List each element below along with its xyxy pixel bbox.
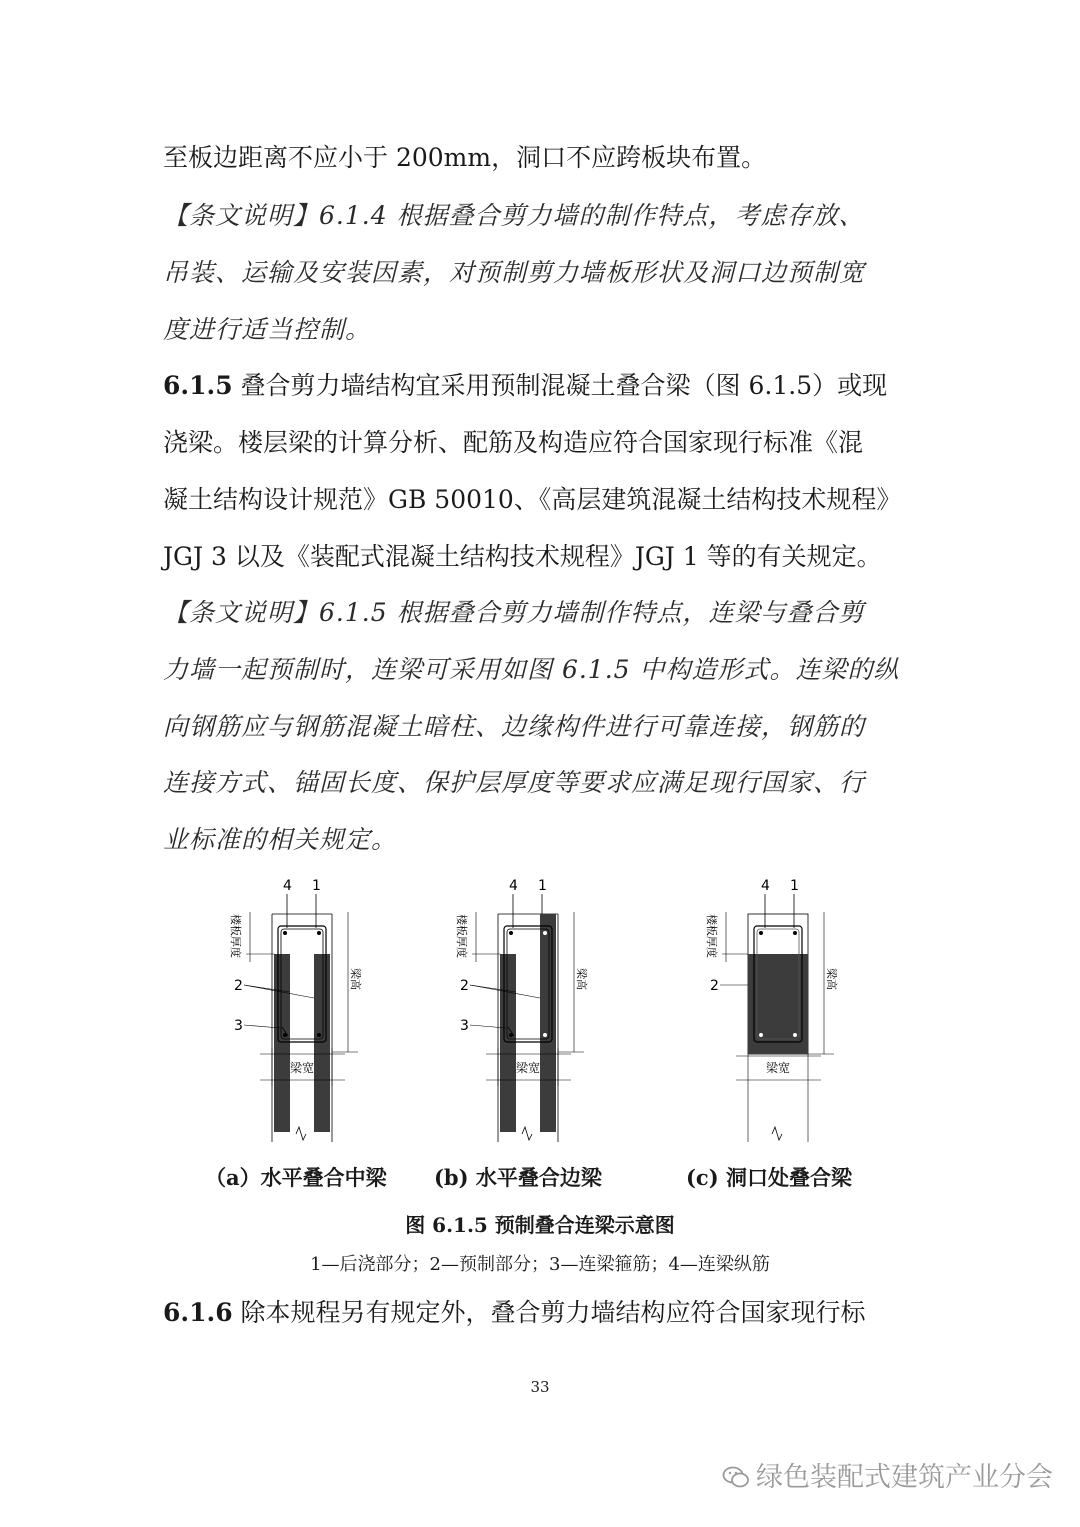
text-line: 凝土结构设计规范》GB 50010、《高层建筑混凝土结构技术规程》 <box>163 485 902 514</box>
label-2: 2 <box>234 978 243 994</box>
page-number: 33 <box>530 1378 550 1396</box>
figure-title: 图 6.1.5 预制叠合连梁示意图 <box>405 1213 675 1237</box>
note-line: 力墙一起预制时，连梁可采用如图 6.1.5 中构造形式。连梁的纵 <box>163 655 900 684</box>
note-line: 【条文说明】6.1.4 根据叠合剪力墙的制作特点，考虑存放、 <box>163 201 865 230</box>
text-line: JGJ 3 以及《装配式混凝土结构技术规程》JGJ 1 等的有关规定。 <box>163 542 882 571</box>
figure-a <box>220 872 400 1142</box>
figure-b <box>446 872 626 1142</box>
note-line: 度进行适当控制。 <box>163 315 372 344</box>
beam-diagram-b <box>446 872 626 1142</box>
note-line: 吊装、运输及安装因素，对预制剪力墙板形状及洞口边预制宽 <box>163 258 866 287</box>
text-line: 叠合剪力墙结构宜采用预制混凝土叠合梁（图 6.1.5）或现 <box>232 371 888 400</box>
beam-height-label: 梁高 <box>825 968 838 990</box>
watermark <box>722 1455 1053 1494</box>
section-number: 6.1.5 <box>163 371 233 400</box>
beam-diagram-c <box>688 872 868 1142</box>
text-line: 至板边距离不应小于 200mm，洞口不应跨板块布置。 <box>163 143 767 172</box>
label-1: 1 <box>312 878 321 894</box>
note-line: 连接方式、锚固长度、保护层厚度等要求应满足现行国家、行 <box>163 768 866 797</box>
slab-thickness-label: 楼板厚度 <box>229 914 242 958</box>
wechat-icon <box>722 1465 750 1489</box>
beam-height-label: 梁高 <box>575 968 588 990</box>
caption-c: (c) 洞口处叠合梁 <box>686 1165 852 1190</box>
precast-shell-right <box>540 914 556 1132</box>
note-line: 【条文说明】6.1.5 根据叠合剪力墙制作特点，连梁与叠合剪 <box>163 598 865 627</box>
caption-a: （a）水平叠合中梁 <box>205 1165 387 1190</box>
label-3: 3 <box>234 1018 243 1034</box>
watermark-text: 绿色装配式建筑产业分会 <box>756 1462 1053 1493</box>
label-4: 4 <box>283 878 292 894</box>
section-6-1-5 <box>163 371 887 401</box>
label-3: 3 <box>460 1018 469 1034</box>
figure-legend: 1—后浇部分；2—预制部分；3—连梁箍筋；4—连梁纵筋 <box>310 1254 770 1275</box>
note-line: 向钢筋应与钢筋混凝土暗柱、边缘构件进行可靠连接，钢筋的 <box>163 712 866 741</box>
label-4: 4 <box>761 878 770 894</box>
label-4: 4 <box>509 878 518 894</box>
beam-diagram-a <box>220 872 400 1142</box>
beam-width-label: 梁宽 <box>766 1061 791 1075</box>
section-6-1-6 <box>163 1298 866 1328</box>
precast-shell-right <box>314 954 330 1132</box>
label-1: 1 <box>538 878 547 894</box>
beam-height-label: 梁高 <box>349 968 362 990</box>
precast-shell-left <box>500 954 516 1132</box>
beam-width-label: 梁宽 <box>516 1061 541 1075</box>
label-1: 1 <box>790 878 799 894</box>
label-2: 2 <box>460 978 469 994</box>
text-line: 除本规程另有规定外，叠合剪力墙结构应符合国家现行标 <box>232 1298 866 1327</box>
figure-c <box>688 872 868 1142</box>
precast-shell-left <box>274 954 290 1132</box>
slab-thickness-label: 楼板厚度 <box>455 914 468 958</box>
slab-thickness-label: 楼板厚度 <box>705 914 718 958</box>
label-2: 2 <box>710 978 719 994</box>
caption-b: (b) 水平叠合边梁 <box>434 1165 602 1190</box>
note-line: 业标准的相关规定。 <box>163 825 398 854</box>
beam-width-label: 梁宽 <box>290 1061 315 1075</box>
section-number: 6.1.6 <box>163 1298 233 1327</box>
text-line: 浇梁。楼层梁的计算分析、配筋及构造应符合国家现行标准《混 <box>163 428 864 457</box>
